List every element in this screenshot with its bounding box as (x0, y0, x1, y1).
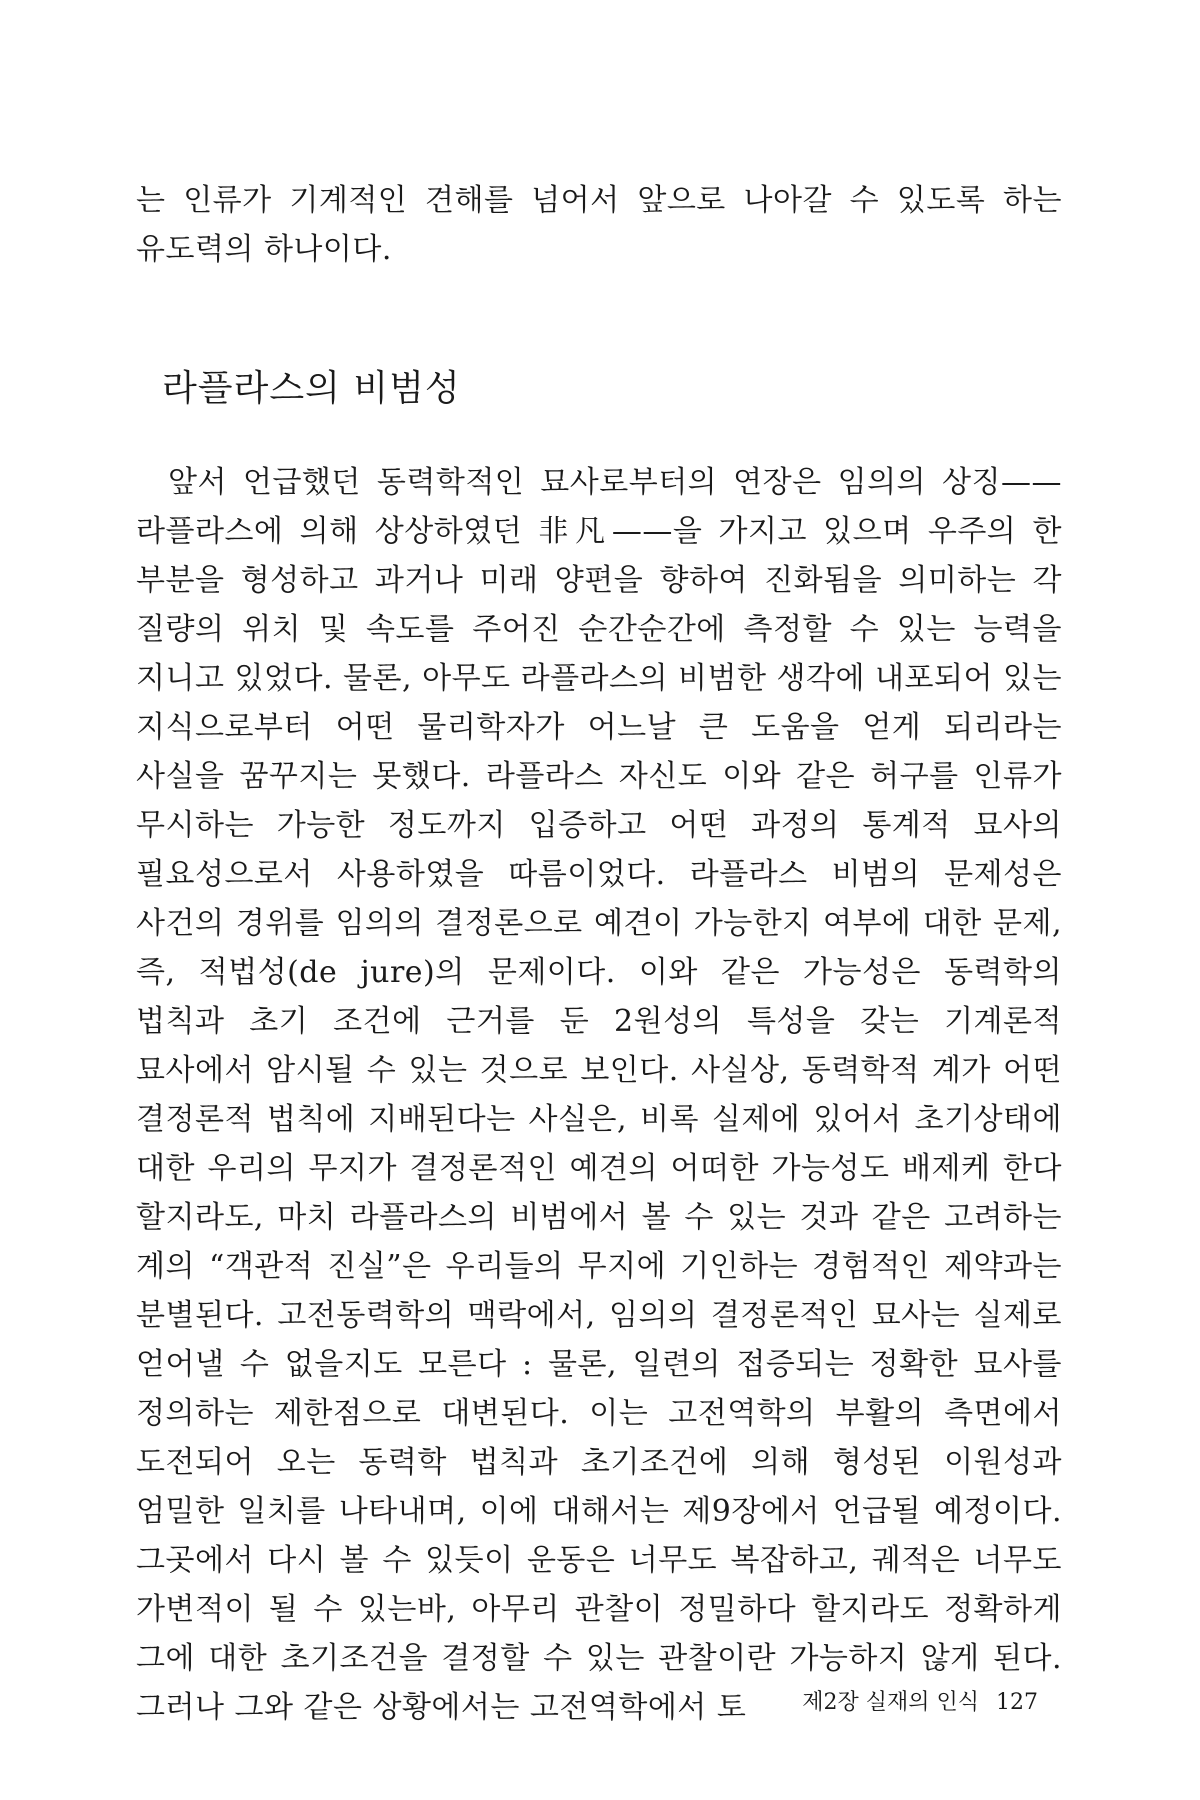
section-heading: 라플라스의 비범성 (162, 368, 461, 409)
running-footer-chapter: 제2장 실재의 인식 (802, 1690, 979, 1715)
page-number: 127 (996, 1690, 1038, 1715)
page-footer (792, 1688, 1038, 1718)
section-body-block (136, 458, 1062, 1732)
intro-text-block (136, 176, 1062, 274)
section-paragraph: 앞서 언급했던 동력학적인 묘사로부터의 연장은 임의의 상징——라플라스에 의해 상상하였던 非凡——을 가지고 있으며 우주의 한 부분을 형성하고 과거나 미래 양편을 향하여 진화됨을 의미하는 각 질량의 위치 및 속도를 주어진 순간순간에 측정할 수 있는 능력을 지니고 있었다. 물론, 아무도 라플라스의 비범한 생각에 내포되어 있는 지식으로부터 어떤 물리학자가 어느날 큰 도움을 얻게 되리라는 사실을 꿈꾸지는 못했다. 라플라스 자신도 이와 같은 허구를 인류가 무시하는 가능한 정도까지 입증하고 어떤 과정의 통계적 묘사의 필요성으로서 사용하였을 따름이었다. 라플라스 비범의 문제성은 사건의 경위를 임의의 결정론으로 예견이 가능한지 여부에 대한 문제, 즉, 적법성(de jure)의 문제이다. 이와 같은 가능성은 동력학의 법칙과 초기 조건에 근거를 둔 2원성의 특성을 갖는 기계론적 묘사에서 암시될 수 있는 것으로 보인다. 사실상, 동력학적 계가 어떤 결정론적 법칙에 지배된다는 사실은, 비록 실제에 있어서 초기상태에 대한 우리의 무지가 결정론적인 예견의 어떠한 가능성도 배제케 한다 할지라도, 마치 라플라스의 비범에서 볼 수 있는 것과 같은 고려하는 계의 “객관적 진실”은 우리들의 무지에 기인하는 경험적인 제약과는 분별된다. 고전동력학의 맥락에서, 임의의 결정론적인 묘사는 실제로 얻어낼 수 없을지도 모른다 : 물론, 일련의 접증되는 정확한 묘사를 정의하는 제한점으로 대변된다. 이는 고전역학의 부활의 측면에서 도전되어 오는 동력학 법칙과 초기조건에 의해 형성된 이원성과 엄밀한 일치를 나타내며, 이에 대해서는 제9장에서 언급될 예정이다. 그곳에서 다시 볼 수 있듯이 운동은 너무도 복잡하고, 궤적은 너무도 가변적이 될 수 있는바, 아무리 관찰이 정밀하다 할지라도 정확하게 그에 대한 초기조건을 결정할 수 있는 관찰이란 가능하지 않게 된다. 그러나 그와 같은 상황에서는 고전역학에서 토 (136, 465, 1062, 1725)
intro-paragraph: 는 인류가 기계적인 견해를 넘어서 앞으로 나아갈 수 있도록 하는 유도력의 하나이다. (136, 183, 1062, 267)
